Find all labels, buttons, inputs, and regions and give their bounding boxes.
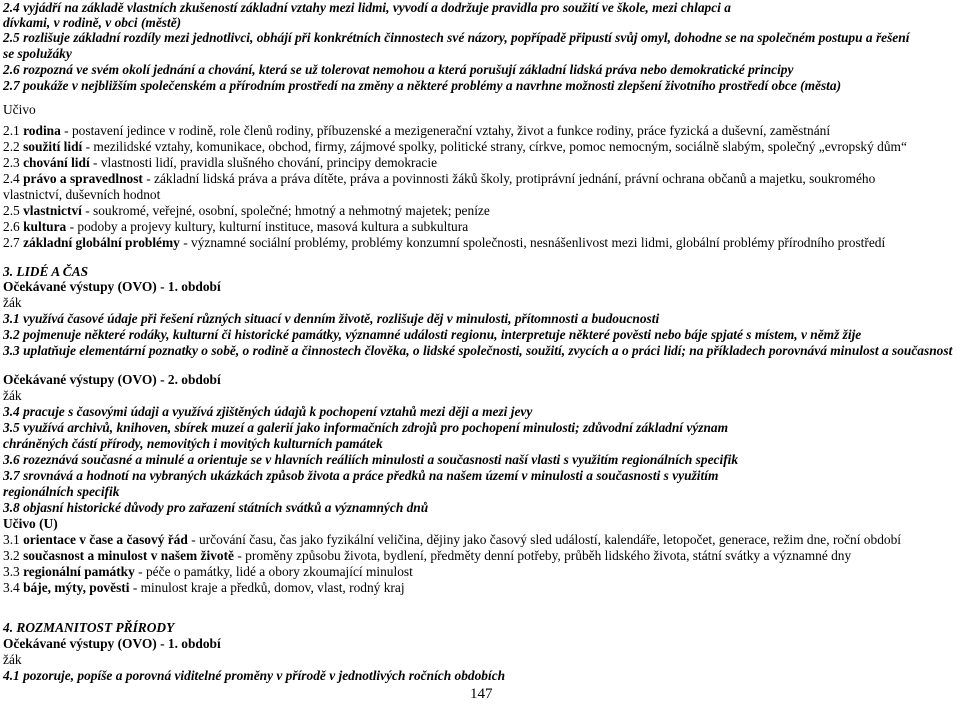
ovo-line: 2.4 vyjádří na základě vlastních zkušeností základní vztahy mezi lidmi, vyvodí a dodržuje pravidla pro soužití ve škole, mezi chlapci a	[3, 0, 731, 15]
ucivo-line: 2.4 právo a spravedlnost - základní lidská práva a práva dítěte, práva a povinnosti žáků školy, protiprávní jednání, právní ochrana občanů a majetku, soukromého	[3, 171, 876, 186]
ovo-period-heading: Očekávané výstupy (OVO) - 1. období	[3, 636, 221, 651]
ovo-period-heading: Očekávané výstupy (OVO) - 2. období	[3, 372, 221, 387]
ucivo-line: 3.3 regionální památky - péče o památky, lidé a obory zkoumající minulost	[3, 564, 413, 579]
pupil-label: žák	[3, 652, 22, 667]
section-heading: 3. LIDÉ A ČAS	[3, 264, 89, 279]
ucivo-line: 3.1 orientace v čase a časový řád - určování času, čas jako fyzikální veličina, dějiny jako časový sled událostí, kalendáře, letopočet, generace, režim dne, roční období	[3, 532, 901, 547]
ucivo-line: 2.6 kultura - podoby a projevy kultury, kulturní instituce, masová kultura a subkultura	[3, 219, 469, 234]
ovo-line: 3.1 využívá časové údaje při řešení různých situací v denním životě, rozlišuje děj v minulosti, přítomnosti a budoucnosti	[3, 311, 660, 326]
ucivo-heading: Učivo	[3, 102, 36, 117]
ovo-line: se spolužáky	[3, 46, 72, 61]
ovo-line: 3.7 srovnává a hodnotí na vybraných ukázkách způsob života a práce předků na našem území v minulosti a současnosti s využitím	[3, 468, 719, 483]
ovo-period-heading: Očekávané výstupy (OVO) - 1. období	[3, 279, 221, 294]
ucivo-line: 2.2 soužití lidí - mezilidské vztahy, komunikace, obchod, firmy, zájmové spolky, politické strany, církve, pomoc nemocným, sociálně slabým, společný „evropský dům“	[3, 139, 907, 154]
ucivo-line: 2.5 vlastnictví - soukromé, veřejné, osobní, společné; hmotný a nehmotný majetek; peníze	[3, 203, 490, 218]
ovo-line: 4.1 pozoruje, popíše a porovná viditelné proměny v přírodě v jednotlivých ročních obdobích	[3, 668, 506, 683]
ovo-line: 3.4 pracuje s časovými údaji a využívá zjištěných údajů k pochopení vztahů mezi ději a mezi jevy	[3, 404, 533, 419]
ovo-line: chráněných částí přírody, nemovitých i movitých kulturních památek	[3, 436, 383, 451]
ovo-line: 3.5 využívá archivů, knihoven, sbírek muzeí a galerií jako informačních zdrojů pro pochopení minulosti; zdůvodní základní význam	[3, 420, 729, 435]
ovo-line: 3.8 objasní historické důvody pro zařazení státních svátků a významných dnů	[3, 500, 429, 515]
ovo-line: dívkami, v rodině, v obci (městě)	[3, 15, 182, 30]
ucivo-heading: Učivo (U)	[3, 516, 58, 531]
ucivo-line: 3.2 současnost a minulost v našem životě - proměny způsobu života, bydlení, předměty denní potřeby, průběh lidského života, státní svátky a významné dny	[3, 548, 852, 563]
pupil-label: žák	[3, 388, 22, 403]
ovo-line: 2.7 poukáže v nejbližším společenském a přírodním prostředí na změny a některé problémy a navrhne možnosti zlepšení životního prostředí obce (města)	[3, 78, 842, 93]
page-number: 147	[470, 686, 493, 702]
ovo-line: 3.6 rozeznává současné a minulé a orientuje se v hlavních reáliích minulosti a současnosti naší vlasti s využitím regionálních specifik	[3, 452, 739, 467]
ovo-line: 2.6 rozpozná ve svém okolí jednání a chování, která se už tolerovat nemohou a která porušují základní lidská práva nebo demokratické principy	[3, 62, 794, 77]
ucivo-line: 3.4 báje, mýty, pověsti - minulost kraje a předků, domov, vlast, rodný kraj	[3, 580, 405, 595]
ovo-line: 3.2 pojmenuje některé rodáky, kulturní či historické památky, významné události regionu, interpretuje některé pověsti nebo báje spjaté s místem, v němž žije	[3, 327, 862, 342]
ucivo-line: 2.1 rodina - postavení jedince v rodině, role členů rodiny, příbuzenské a mezigenerační vztahy, život a funkce rodiny, práce fyzická a duševní, zaměstnání	[3, 123, 831, 138]
ovo-line: 3.3 uplatňuje elementární poznatky o sobě, o rodině a činnostech člověka, o lidské společnosti, soužití, zvycích a o práci lidí; na příkladech porovnává minulost a současnost	[3, 343, 953, 358]
ucivo-line: vlastnictví, duševních hodnot	[3, 187, 161, 202]
ovo-line: regionálních specifik	[3, 484, 120, 499]
pupil-label: žák	[3, 295, 22, 310]
ucivo-line: 2.7 základní globální problémy - významné sociální problémy, problémy konzumní společnosti, nesnášenlivost mezi lidmi, globální problémy přírodního prostředí	[3, 235, 886, 250]
ucivo-line: 2.3 chování lidí - vlastnosti lidí, pravidla slušného chování, principy demokracie	[3, 155, 438, 170]
ovo-line: 2.5 rozlišuje základní rozdíly mezi jednotlivci, obhájí při konkrétních činnostech své názory, popřípadě připustí svůj omyl, dohodne se na společném postupu a řešení	[3, 30, 910, 45]
section-heading: 4. ROZMANITOST PŘÍRODY	[3, 620, 175, 635]
